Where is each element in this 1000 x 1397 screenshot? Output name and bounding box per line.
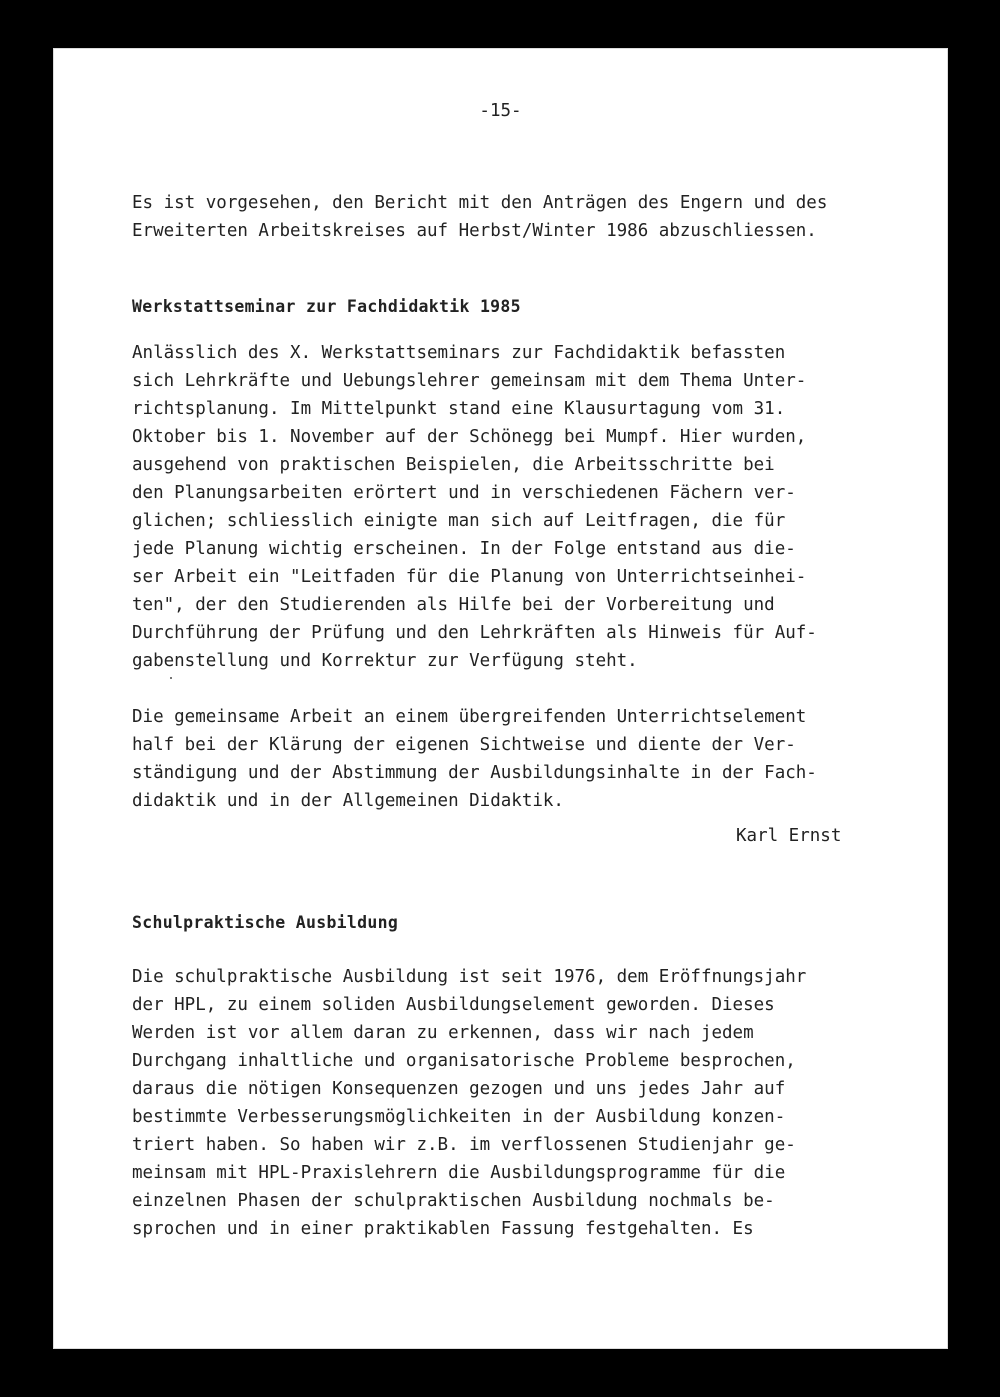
- text-line: Die gemeinsame Arbeit an einem übergreifenden Unterrichtselement: [132, 707, 807, 727]
- text-line: der HPL, zu einem soliden Ausbildungselement geworden. Dieses: [132, 995, 775, 1015]
- text-line: triert haben. So haben wir z.B. im verflossenen Studienjahr ge-: [132, 1135, 796, 1155]
- text-line: jede Planung wichtig erscheinen. In der Folge entstand aus die-: [132, 539, 796, 559]
- text-line: richtsplanung. Im Mittelpunkt stand eine Klausurtagung vom 31.: [132, 399, 786, 419]
- text-line: meinsam mit HPL-Praxislehrern die Ausbildungsprogramme für die: [132, 1163, 786, 1183]
- text-line: half bei der Klärung der eigenen Sichtweise und diente der Ver-: [132, 735, 796, 755]
- text-line: gabenstellung und Korrektur zur Verfügung steht.: [132, 651, 638, 671]
- text-line: Es ist vorgesehen, den Bericht mit den Anträgen des Engern und des: [132, 193, 828, 213]
- text-line: Durchgang inhaltliche und organisatorische Probleme besprochen,: [132, 1051, 796, 1071]
- text-line: daraus die nötigen Konsequenzen gezogen und uns jedes Jahr auf: [132, 1079, 786, 1099]
- text-line: ständigung und der Abstimmung der Ausbildungsinhalte in der Fach-: [132, 763, 817, 783]
- text-line: sich Lehrkräfte und Uebungslehrer gemeinsam mit dem Thema Unter-: [132, 371, 807, 391]
- text-line: sprochen und in einer praktikablen Fassung festgehalten. Es: [132, 1219, 754, 1239]
- text-line: den Planungsarbeiten erörtert und in verschiedenen Fächern ver-: [132, 483, 796, 503]
- page-number: -15-: [479, 101, 522, 121]
- text-line: ser Arbeit ein "Leitfaden für die Planung von Unterrichtseinhei-: [132, 567, 807, 587]
- text-line: Erweiterten Arbeitskreises auf Herbst/Winter 1986 abzuschliessen.: [132, 221, 817, 241]
- text-line: Oktober bis 1. November auf der Schönegg bei Mumpf. Hier wurden,: [132, 427, 807, 447]
- section-heading-werkstattseminar: Werkstattseminar zur Fachdidaktik 1985: [132, 297, 521, 316]
- scan-speck: [170, 677, 172, 679]
- document-page: [53, 48, 948, 1349]
- text-line: bestimmte Verbesserungsmöglichkeiten in der Ausbildung konzen-: [132, 1107, 786, 1127]
- text-line: glichen; schliesslich einigte man sich auf Leitfragen, die für: [132, 511, 786, 531]
- text-line: Werden ist vor allem daran zu erkennen, dass wir nach jedem: [132, 1023, 754, 1043]
- section-heading-schulpraktische: Schulpraktische Ausbildung: [132, 913, 399, 932]
- text-line: Anlässlich des X. Werkstattseminars zur Fachdidaktik befassten: [132, 343, 786, 363]
- text-line: ausgehend von praktischen Beispielen, die Arbeitsschritte bei: [132, 455, 775, 475]
- author-signature: Karl Ernst: [736, 826, 842, 846]
- text-line: ten", der den Studierenden als Hilfe bei der Vorbereitung und: [132, 595, 775, 615]
- text-line: didaktik und in der Allgemeinen Didaktik.: [132, 791, 564, 811]
- text-line: Durchführung der Prüfung und den Lehrkräften als Hinweis für Auf-: [132, 623, 817, 643]
- text-line: Die schulpraktische Ausbildung ist seit 1976, dem Eröffnungsjahr: [132, 967, 807, 987]
- text-line: einzelnen Phasen der schulpraktischen Ausbildung nochmals be-: [132, 1191, 775, 1211]
